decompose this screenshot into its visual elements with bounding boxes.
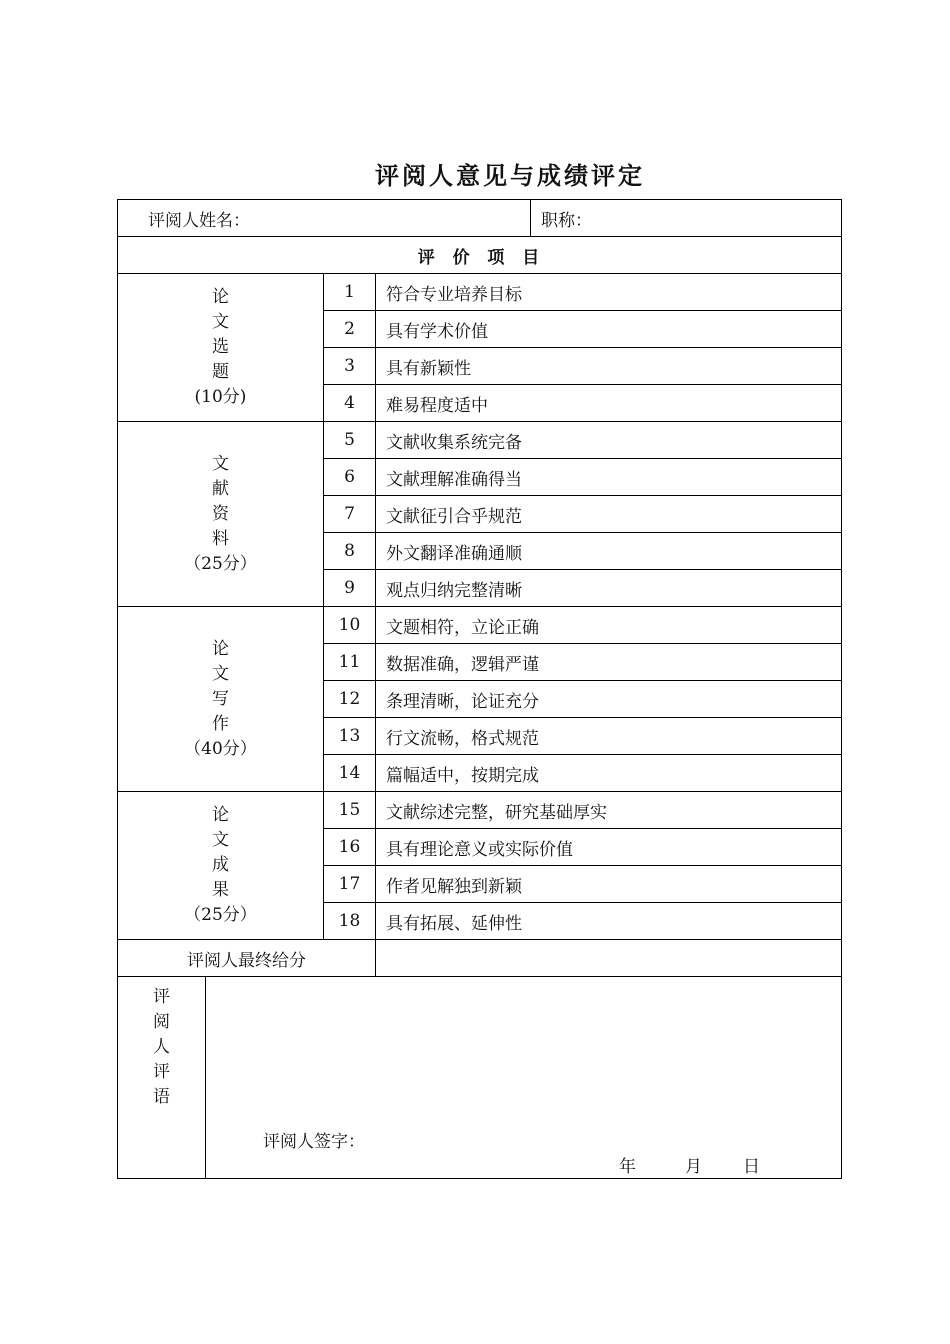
reviewer-name-label: 评阅人姓名：: [148, 210, 250, 231]
criteria-row: [118, 792, 842, 829]
item-number: 3: [324, 348, 376, 385]
comments-area[interactable]: [206, 977, 842, 1179]
criteria-row: [118, 422, 842, 459]
item-text: 具有新颖性: [376, 348, 842, 385]
item-text: 具有拓展、延伸性: [376, 903, 842, 940]
item-number: 18: [324, 903, 376, 940]
eval-header: 评 价 项 目: [118, 237, 842, 274]
item-number: 16: [324, 829, 376, 866]
evaluation-form: [117, 199, 842, 1179]
item-number: 10: [324, 607, 376, 644]
item-text: 符合专业培养目标: [376, 274, 842, 311]
item-text: 行文流畅，格式规范: [376, 718, 842, 755]
item-text: 文献征引合乎规范: [376, 496, 842, 533]
item-number: 12: [324, 681, 376, 718]
item-number: 9: [324, 570, 376, 607]
item-text: 篇幅适中，按期完成: [376, 755, 842, 792]
comments-row: [118, 977, 842, 1179]
category-points: （25分）: [184, 553, 257, 574]
date-month: 月: [685, 1157, 702, 1177]
item-text: 文献综述完整，研究基础厚实: [376, 792, 842, 829]
form-title: 评阅人意见与成绩评定: [375, 161, 645, 190]
reviewer-info-row: [118, 200, 842, 237]
final-score-label: 评阅人最终给分: [118, 940, 376, 977]
date-day: 日: [743, 1157, 760, 1177]
category-writing: 论 文 写 作 （40分）: [118, 607, 324, 792]
reviewer-title-label: 职称：: [541, 210, 592, 231]
eval-header-row: [118, 237, 842, 274]
item-text: 文献收集系统完备: [376, 422, 842, 459]
item-number: 8: [324, 533, 376, 570]
category-literature: 文 献 资 料 （25分）: [118, 422, 324, 607]
date-line: [619, 1152, 760, 1177]
final-score-row: [118, 940, 842, 977]
item-number: 13: [324, 718, 376, 755]
item-text: 文题相符，立论正确: [376, 607, 842, 644]
item-number: 15: [324, 792, 376, 829]
category-results: 论 文 成 果 （25分）: [118, 792, 324, 940]
category-points: (10分): [194, 387, 247, 407]
item-number: 5: [324, 422, 376, 459]
item-number: 1: [324, 274, 376, 311]
category-points: （25分）: [184, 905, 257, 925]
item-number: 17: [324, 866, 376, 903]
item-number: 2: [324, 311, 376, 348]
item-number: 11: [324, 644, 376, 681]
item-number: 7: [324, 496, 376, 533]
item-number: 4: [324, 385, 376, 422]
reviewer-name-field[interactable]: [118, 200, 531, 237]
date-year: 年: [619, 1157, 636, 1177]
item-text: 数据准确，逻辑严谨: [376, 644, 842, 681]
criteria-row: [118, 607, 842, 644]
item-text: 观点归纳完整清晰: [376, 570, 842, 607]
item-text: 具有理论意义或实际价值: [376, 829, 842, 866]
signature-label: 评阅人签字：: [263, 1132, 365, 1152]
category-topic: 论 文 选 题 (10分): [118, 274, 324, 422]
final-score-field[interactable]: [376, 940, 842, 977]
item-number: 14: [324, 755, 376, 792]
criteria-row: [118, 274, 842, 311]
item-text: 具有学术价值: [376, 311, 842, 348]
item-text: 难易程度适中: [376, 385, 842, 422]
item-number: 6: [324, 459, 376, 496]
item-text: 文献理解准确得当: [376, 459, 842, 496]
item-text: 外文翻译准确通顺: [376, 533, 842, 570]
item-text: 作者见解独到新颖: [376, 866, 842, 903]
item-text: 条理清晰，论证充分: [376, 681, 842, 718]
reviewer-title-field[interactable]: [531, 200, 842, 237]
category-points: （40分）: [184, 738, 257, 759]
comments-label: 评 阅 人 评 语: [118, 977, 206, 1179]
